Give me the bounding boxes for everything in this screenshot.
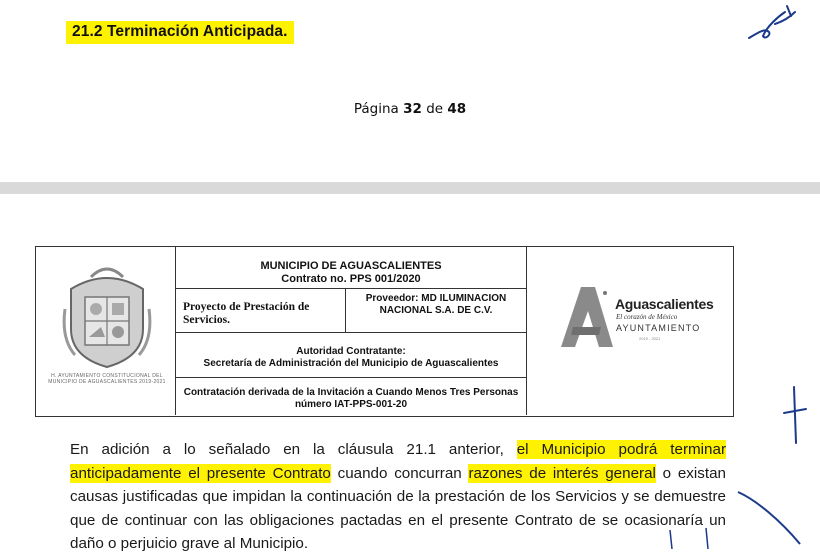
clause-paragraph [70, 438, 726, 556]
brand-name: Aguascalientes [615, 296, 714, 312]
highlighted-text: el Municipio podrá terminar anticipadamente el presente Contrato [70, 441, 727, 482]
page-separator [0, 182, 820, 194]
provider-name: Proveedor: MD ILUMINACION NACIONAL S.A. DE C.V. [346, 289, 526, 333]
procurement-number: número IAT-PPS-001-20 [294, 399, 408, 410]
paragraph-text: o existan causas justificadas que impidan la continuación de la prestación de los Servicios y se demuestre que de continuar con las obligaciones pactadas en el presente Contrato de se ocasionaría un daño o perjuicio grave al Municipio. [70, 464, 726, 552]
highlighted-text: razones de interés general [468, 464, 656, 482]
procurement-cell [176, 378, 526, 415]
project-type: Proyecto de Prestación de Servicios. [176, 289, 346, 333]
coat-of-arms-icon [61, 259, 153, 371]
authority-label: Autoridad Contratante: [296, 346, 406, 357]
contract-number: Contrato no. PPS 001/2020 [281, 273, 421, 285]
contract-title-cell [176, 247, 526, 289]
signature-icon [745, 2, 805, 44]
aguascalientes-a-logo-icon [555, 283, 615, 351]
document-header-table [35, 246, 734, 417]
brand-tagline: El corazón de México [616, 313, 678, 321]
handwritten-strokes-icon [660, 460, 820, 549]
municipality-name: MUNICIPIO DE AGUASCALIENTES [260, 260, 442, 272]
brand-subtitle: AYUNTAMIENTO [616, 323, 701, 333]
seal-caption: H. AYUNTAMIENTO CONSTITUCIONAL DEL MUNICIPIO DE AGUASCALIENTES 2019-2021 [48, 373, 166, 385]
previous-page-fragment [0, 0, 820, 182]
page-number: Página 32 de 48 [353, 101, 467, 117]
contracting-authority-cell [176, 333, 526, 378]
procurement-description: Contratación derivada de la Invitación a Cuando Menos Tres Personas [183, 387, 519, 398]
brand-logo-cell [526, 247, 732, 415]
section-heading: 21.2 Terminación Anticipada. [66, 21, 294, 44]
paragraph-text: En adición a lo señalado en la cláusula 21.1 anterior, [70, 441, 517, 458]
authority-name: Secretaría de Administración del Municipio de Aguascalientes [203, 358, 499, 369]
paragraph-text: cuando concurran [330, 464, 469, 482]
brand-years: 2019 - 2021 [639, 336, 661, 341]
municipal-seal-cell [36, 247, 176, 415]
handwritten-mark-icon [780, 383, 810, 453]
